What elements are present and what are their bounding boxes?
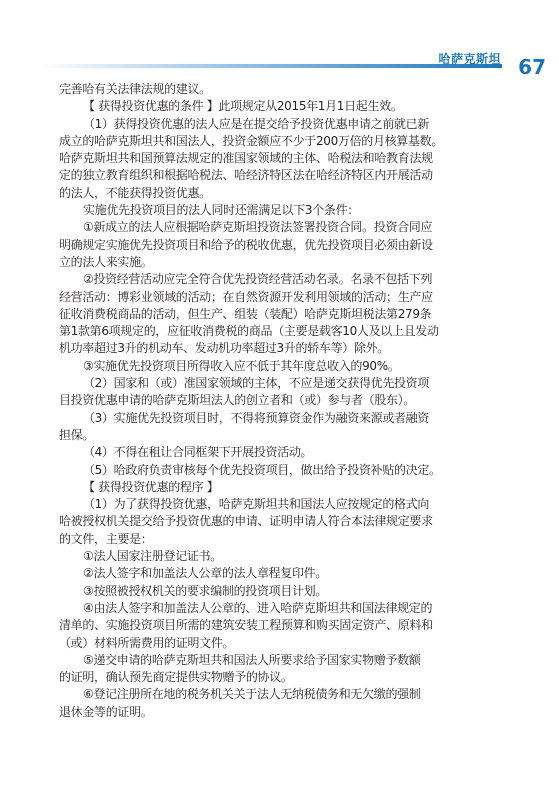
section-heading: 【 获得投资优惠的程序 】 bbox=[83, 479, 219, 494]
text-line: 目投资优惠申请的哈萨克斯坦法人的创立者和（或）参与者（股东）。 bbox=[59, 393, 416, 408]
text-line: 立的法人来实施。 bbox=[59, 254, 153, 269]
text-line: 征收消费税商品的活动，但生产、组装（装配）哈萨克斯坦税法第279条 bbox=[59, 306, 432, 321]
text-line: 退休金等的证明。 bbox=[59, 704, 153, 719]
text-line: （3）实施优先投资项目时，不得将预算资金作为融资来源或者融资 bbox=[83, 410, 430, 425]
text-line: ③按照被授权机关的要求编制的投资项目计划。 bbox=[83, 583, 328, 598]
text-line: ⑤递交申请的哈萨克斯坦共和国法人所要求给予国家实物赠予数额 bbox=[83, 652, 421, 667]
text-line: 第1款第6项规定的，应征收消费税的商品（主要是载客10人及以上且发动 bbox=[59, 324, 439, 339]
text-line: （1）获得投资优惠的法人应是在提交给予投资优惠申请之前就已新 bbox=[83, 116, 430, 131]
country-label: 哈萨克斯坦 bbox=[438, 52, 501, 66]
text-line: 【 获得投资优惠的条件 】此项规定从2015年1月1日起生效。 bbox=[83, 99, 403, 114]
text-line: 明确规定实施优先投资项目和给予的税收优惠，优先投资项目必须由新设 bbox=[59, 237, 433, 252]
text-line: 清单的、实施投资项目所需的建筑安装工程预算和购买固定资产、原料和 bbox=[59, 618, 433, 633]
page-header bbox=[0, 0, 559, 90]
text-line: ⑥登记注册所在地的税务机关关于法人无纳税债务和无欠缴的强制 bbox=[83, 687, 421, 702]
text-line: 哈被授权机关提交给予投资优惠的申请、证明申请人符合本法律规定要求 bbox=[59, 514, 433, 529]
text-line: （5）哈政府负责审核每个优先投资项目，做出给予投资补贴的决定。 bbox=[83, 462, 441, 477]
text-line: ②投资经营活动应完全符合优先投资经营活动名录。名录不包括下列 bbox=[83, 272, 433, 287]
text-line: 机功率超过3升的机动车、发动机功率超过3升的轿车等）除外。 bbox=[59, 341, 389, 356]
text-line: 定的独立教育组织和根据哈税法、哈经济特区法在哈经济特区内开展活动 bbox=[59, 168, 433, 183]
text-line: ①法人国家注册登记证书。 bbox=[83, 549, 222, 564]
text-line: 的文件，主要是： bbox=[59, 531, 153, 546]
text-line: 的法人，不能获得投资优惠。 bbox=[59, 185, 211, 200]
text-line: （或）材料所需费用的证明文件。 bbox=[59, 635, 235, 650]
text-line: 经营活动：博彩业领域的活动；在自然资源开发利用领域的活动；生产应 bbox=[59, 289, 433, 304]
page-number: 67 bbox=[518, 55, 546, 79]
text-line: 的证明，确认预先商定提供实物赠予的协议。 bbox=[59, 670, 293, 685]
text-line: （1）为了获得投资优惠，哈萨克斯坦共和国法人应按规定的格式向 bbox=[83, 497, 430, 512]
text-line: ③实施优先投资项目所得收入应不低于其年度总收入的90%。 bbox=[83, 358, 400, 373]
text-line: ①新成立的法人应根据哈萨克斯坦投资法签署投资合同。投资合同应 bbox=[83, 220, 433, 235]
text-line: （4）不得在租让合同框架下开展投资活动。 bbox=[83, 445, 313, 460]
text-line: 实施优先投资项目的法人同时还需满足以下3个条件： bbox=[83, 203, 359, 218]
text-line: （2）国家和（或）准国家领域的主体，不应是递交获得优先投资项 bbox=[83, 376, 430, 391]
text-line: 哈萨克斯坦共和国预算法规定的准国家领域的主体、哈税法和哈教育法规 bbox=[59, 151, 433, 166]
text-line: ②法人签字和加盖法人公章的法人章程复印件。 bbox=[83, 566, 328, 581]
text-line: 担保。 bbox=[59, 427, 95, 442]
text-line: ④由法人签字和加盖法人公章的、进入哈萨克斯坦共和国法律规定的 bbox=[83, 600, 433, 615]
text-line: 成立的哈萨克斯坦共和国法人，投资金额应不少于200万倍的月核算基数。 bbox=[59, 133, 444, 148]
body-text bbox=[59, 81, 515, 721]
header-rule bbox=[40, 64, 502, 68]
text-line: 完善哈有关法律法规的建议。 bbox=[59, 82, 211, 96]
